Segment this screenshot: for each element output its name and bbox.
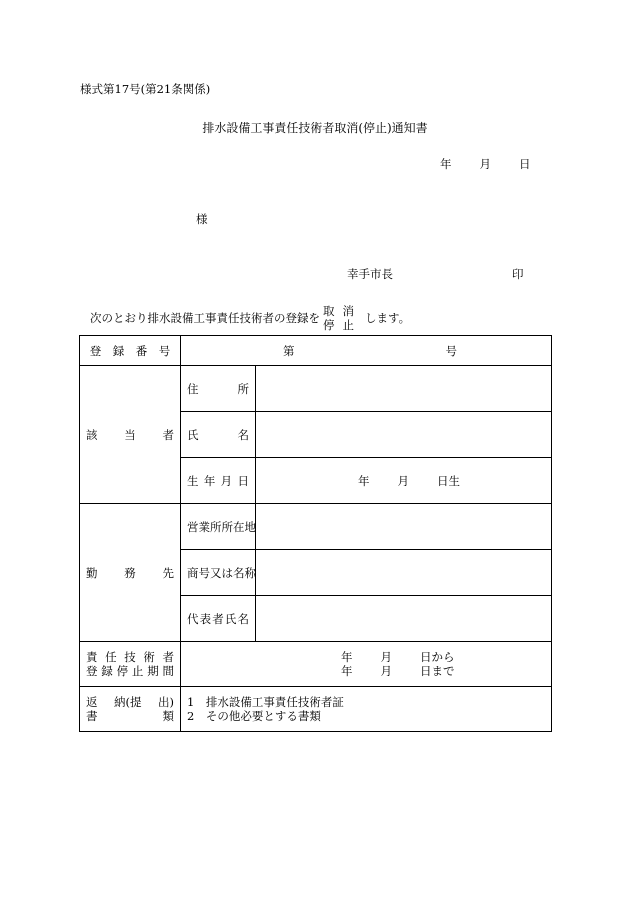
trade-name-field[interactable] xyxy=(256,550,552,596)
date-year: 年 xyxy=(440,157,452,171)
option-cancel: 取消 xyxy=(323,304,362,318)
birthdate-field[interactable] xyxy=(256,458,552,504)
registration-suffix: 号 xyxy=(445,343,457,358)
document-title: 排水設備工事責任技術者取消(停止)通知書 xyxy=(202,121,428,135)
registration-row xyxy=(80,336,552,366)
birth-month: 月 xyxy=(397,473,409,488)
return-documents-label: 返 納(提 出) 書 類 xyxy=(80,687,181,732)
workplace-label: 勤 務 先 xyxy=(80,504,181,642)
intro-sentence xyxy=(90,304,410,332)
date-day: 日 xyxy=(519,157,531,171)
registration-prefix: 第 xyxy=(283,343,295,358)
representative-label: 代 表 者 氏 名 xyxy=(181,596,256,642)
office-location-label: 営 業 所 所 在 地 xyxy=(181,504,256,550)
document-item-2: 2 その他必要とする書類 xyxy=(187,709,321,723)
name-label: 氏 名 xyxy=(181,412,256,458)
address-label: 住 所 xyxy=(181,366,256,412)
notice-form-table xyxy=(79,335,552,732)
representative-field[interactable] xyxy=(256,596,552,642)
addressee-suffix: 様 xyxy=(196,212,208,226)
registration-number-field[interactable] xyxy=(181,336,552,366)
intro-before: 次のとおり排水設備工事責任技術者の登録を xyxy=(90,311,320,325)
person-address-row xyxy=(80,366,552,412)
address-field[interactable] xyxy=(256,366,552,412)
trade-name-label: 商 号 又 は 名 称 xyxy=(181,550,256,596)
suspension-period-row xyxy=(80,642,552,687)
issue-date xyxy=(440,156,531,172)
return-documents-row xyxy=(80,687,552,732)
office-location-field[interactable] xyxy=(256,504,552,550)
birth-day: 日生 xyxy=(437,473,460,488)
form-number: 様式第17号(第21条関係) xyxy=(80,82,211,96)
workplace-location-row xyxy=(80,504,552,550)
date-month: 月 xyxy=(479,157,491,171)
document-item-1: 1 排水設備工事責任技術者証 xyxy=(187,695,344,709)
intro-after: します。 xyxy=(365,311,411,325)
suspension-period-field[interactable] xyxy=(181,642,552,687)
action-options xyxy=(323,304,362,332)
option-suspend: 停止 xyxy=(323,318,362,332)
suspension-label: 責 任 技 術 者 登 録 停 止 期 間 xyxy=(80,642,181,687)
name-field[interactable] xyxy=(256,412,552,458)
birthdate-label: 生 年 月 日 xyxy=(181,458,256,504)
period-to: 年 月 日まで xyxy=(341,664,455,678)
return-documents-list xyxy=(181,687,552,732)
registration-number-label: 登 録 番 号 xyxy=(80,336,181,366)
seal-mark: 印 xyxy=(512,267,524,281)
birth-year: 年 xyxy=(358,473,370,488)
issuer-name: 幸手市長 xyxy=(347,267,393,281)
period-from: 年 月 日から xyxy=(341,650,455,664)
person-label: 該 当 者 xyxy=(80,366,181,504)
